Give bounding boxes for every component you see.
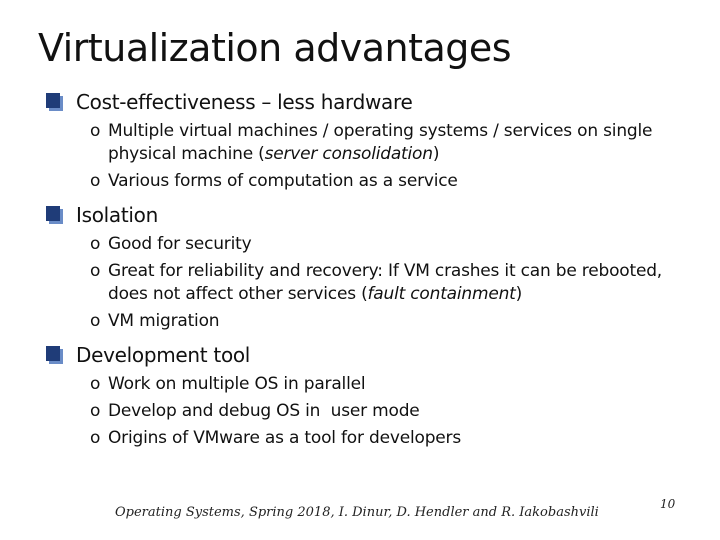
section-items xyxy=(46,120,686,193)
item-text: Work on multiple OS in parallel xyxy=(108,374,366,394)
page-number: 10 xyxy=(660,497,676,511)
list-item xyxy=(46,310,686,333)
item-text: Multiple virtual machines / operating systems / services on single physical machine ( xyxy=(108,121,653,164)
circle-bullet-icon: o xyxy=(90,171,101,191)
section-isolation xyxy=(46,202,686,228)
circle-bullet-icon: o xyxy=(90,121,101,141)
square-bullet-icon xyxy=(46,93,60,108)
list-item xyxy=(46,260,686,306)
item-text: Good for security xyxy=(108,234,252,254)
item-text: Develop and debug OS in user mode xyxy=(108,401,420,421)
item-text: Great for reliability and recovery: If VM crashes it can be rebooted, does not affect other services ( xyxy=(108,261,662,304)
item-text: VM migration xyxy=(108,311,220,331)
list-item xyxy=(46,170,686,193)
slide-title: Virtualization advantages xyxy=(38,26,512,70)
section-development-tool xyxy=(46,342,686,368)
square-bullet-icon xyxy=(46,346,60,361)
item-text: Various forms of computation as a service xyxy=(108,171,458,191)
slide-footer: Operating Systems, Spring 2018, I. Dinur, D. Hendler and R. Iakobashvili xyxy=(115,505,599,520)
item-text-end: ) xyxy=(432,144,440,164)
list-item xyxy=(46,400,686,423)
circle-bullet-icon: o xyxy=(90,261,101,281)
section-items xyxy=(46,233,686,333)
item-emphasis: fault containment xyxy=(367,284,516,304)
section-heading: Cost-effectiveness – less hardware xyxy=(76,90,413,114)
section-items xyxy=(46,373,686,450)
item-emphasis: server consolidation xyxy=(264,144,433,164)
section-heading: Isolation xyxy=(76,203,158,227)
list-item xyxy=(46,427,686,450)
item-text: Origins of VMware as a tool for developers xyxy=(108,428,461,448)
list-item xyxy=(46,120,686,166)
slide-content xyxy=(46,89,686,450)
item-text-end: ) xyxy=(515,284,523,304)
list-item xyxy=(46,373,686,396)
section-heading: Development tool xyxy=(76,343,251,367)
circle-bullet-icon: o xyxy=(90,234,101,254)
circle-bullet-icon: o xyxy=(90,401,101,421)
circle-bullet-icon: o xyxy=(90,428,101,448)
list-item xyxy=(46,233,686,256)
section-cost-effectiveness xyxy=(46,89,686,115)
circle-bullet-icon: o xyxy=(90,374,101,394)
circle-bullet-icon: o xyxy=(90,311,101,331)
square-bullet-icon xyxy=(46,206,60,221)
